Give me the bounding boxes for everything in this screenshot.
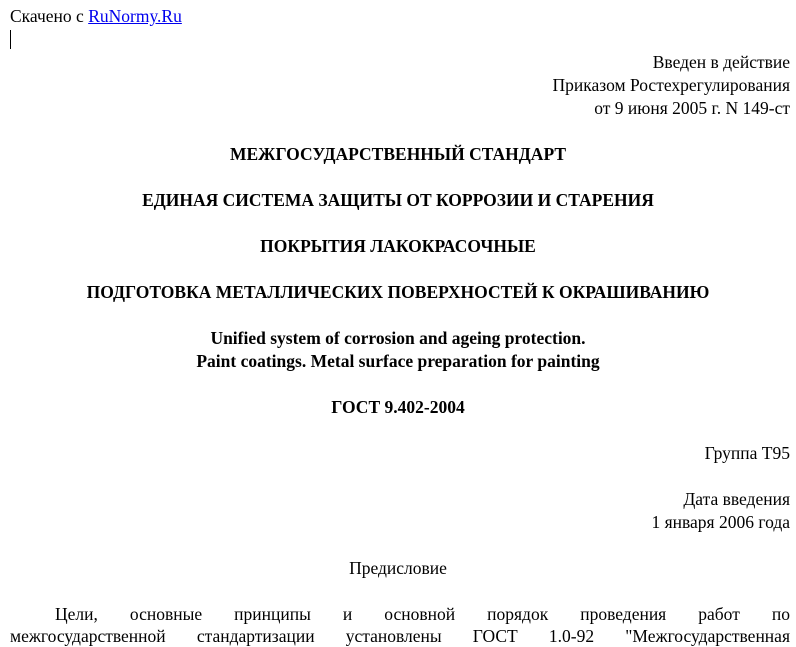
intro-line-2: Приказом Ростехрегулирования xyxy=(552,75,790,95)
subject-heading: ПОКРЫТИЯ ЛАКОКРАСОЧНЫЕ xyxy=(260,236,536,256)
system-heading: ЕДИНАЯ СИСТЕМА ЗАЩИТЫ ОТ КОРРОЗИИ И СТАРЕНИЯ xyxy=(142,190,654,210)
english-title-line-2: Paint coatings. Metal surface preparation for painting xyxy=(196,351,600,371)
intro-line-1: Введен в действие xyxy=(652,52,790,72)
date-label: Дата введения xyxy=(683,489,790,509)
group-label: Группа Т95 xyxy=(704,443,790,463)
standard-type-heading: МЕЖГОСУДАРСТВЕННЫЙ СТАНДАРТ xyxy=(229,144,567,164)
intro-line-3: от 9 июня 2005 г. N 149-ст xyxy=(594,98,790,118)
download-prefix: Скачено с xyxy=(10,6,84,26)
standard-code: ГОСТ 9.402-2004 xyxy=(331,397,465,417)
text-cursor xyxy=(10,30,11,49)
preface-paragraph-line-2: межгосударственной стандартизации установлены ГОСТ 1.0-92 "Межгосударственная xyxy=(10,626,790,646)
preface-heading: Предисловие xyxy=(349,558,447,578)
date-value: 1 января 2006 года xyxy=(651,512,790,532)
topic-heading: ПОДГОТОВКА МЕТАЛЛИЧЕСКИХ ПОВЕРХНОСТЕЙ К ОКРАШИВАНИЮ xyxy=(86,282,710,302)
preface-paragraph-line-1: Цели, основные принципы и основной порядок проведения работ по xyxy=(55,604,790,624)
site-link[interactable]: RuNormy.Ru xyxy=(88,6,182,26)
english-title-line-1: Unified system of corrosion and ageing protection. xyxy=(210,328,586,348)
download-source-line xyxy=(10,5,182,27)
